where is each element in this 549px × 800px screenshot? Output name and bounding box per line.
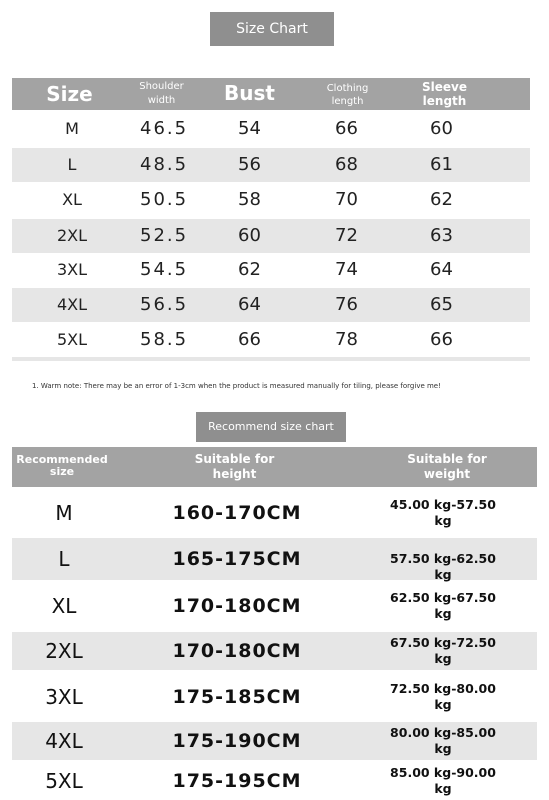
- cell-shoulder-width: 46.5: [140, 118, 189, 139]
- header-weight-line2: weight: [423, 467, 471, 481]
- warm-note: 1. Warm note: There may be an error of 1-3cm when the product is measured manually for tiling, please forgive me!: [32, 382, 441, 390]
- cell-sleeve-length: 60: [430, 118, 453, 139]
- header-shoulder-width: [124, 80, 199, 108]
- cell-suitable-weight: [380, 765, 506, 797]
- cell-sleeve-length: 65: [430, 294, 453, 315]
- weight-line: kg: [434, 513, 452, 528]
- weight-line: kg: [434, 781, 452, 796]
- cell-suitable-height: 175-190CM: [172, 730, 302, 752]
- cell-suitable-weight: [380, 681, 506, 713]
- cell-clothing-length: 70: [335, 189, 358, 210]
- cell-recommended-size: 2XL: [45, 639, 83, 663]
- header-clothing-line2: length: [331, 96, 364, 107]
- cell-shoulder-width: 54.5: [140, 259, 189, 280]
- header-size: Size: [46, 82, 93, 106]
- cell-shoulder-width: 50.5: [140, 189, 189, 210]
- header-bust: Bust: [224, 81, 275, 105]
- weight-line: kg: [434, 651, 452, 666]
- header-suitable-weight: [392, 452, 502, 482]
- size-row: [12, 112, 530, 146]
- cell-size: M: [65, 119, 79, 138]
- cell-suitable-height: 170-180CM: [172, 595, 302, 617]
- cell-suitable-height: 175-195CM: [172, 770, 302, 792]
- weight-line: 72.50 kg-80.00: [390, 681, 496, 696]
- recommend-chart-title: Recommend size chart: [196, 412, 346, 442]
- cell-suitable-height: 165-175CM: [172, 548, 302, 570]
- size-row: [12, 323, 530, 357]
- header-weight-line1: Suitable for: [407, 452, 487, 466]
- cell-bust: 62: [238, 259, 261, 280]
- cell-clothing-length: 78: [335, 329, 358, 350]
- header-recommended-size: [12, 454, 112, 478]
- cell-sleeve-length: 61: [430, 154, 453, 175]
- header-sleeve-line1: Sleeve: [422, 80, 467, 94]
- cell-bust: 60: [238, 225, 261, 246]
- cell-size: 5XL: [56, 330, 88, 349]
- cell-suitable-weight: [380, 635, 506, 667]
- cell-suitable-height: 160-170CM: [172, 502, 302, 524]
- cell-recommended-size: 5XL: [45, 769, 83, 793]
- cell-sleeve-length: 64: [430, 259, 453, 280]
- cell-suitable-weight: [380, 497, 506, 529]
- cell-recommended-size: XL: [51, 594, 77, 618]
- cell-clothing-length: 68: [335, 154, 358, 175]
- size-row: [12, 219, 530, 253]
- header-shoulder-line1: Shoulder: [139, 81, 184, 92]
- cell-suitable-height: 170-180CM: [172, 640, 302, 662]
- recommend-row: [12, 538, 537, 580]
- cell-sleeve-length: 66: [430, 329, 453, 350]
- size-row: [12, 183, 530, 217]
- weight-line: 67.50 kg-72.50: [390, 635, 496, 650]
- cell-sleeve-length: 63: [430, 225, 453, 246]
- cell-suitable-weight: [380, 551, 506, 583]
- cell-sleeve-length: 62: [430, 189, 453, 210]
- header-recommended-line1: Recommended: [16, 453, 108, 466]
- recommend-row: [12, 672, 537, 722]
- header-sleeve-line2: length: [422, 94, 467, 108]
- cell-shoulder-width: 58.5: [140, 329, 189, 350]
- weight-line: 57.50 kg-62.50 kg: [390, 551, 496, 582]
- cell-shoulder-width: 52.5: [140, 225, 189, 246]
- size-row: [12, 288, 530, 322]
- header-suitable-height: [182, 452, 287, 482]
- recommend-row: [12, 632, 537, 670]
- cell-shoulder-width: 56.5: [140, 294, 189, 315]
- cell-bust: 56: [238, 154, 261, 175]
- table-bottom-border: [12, 357, 530, 361]
- cell-bust: 64: [238, 294, 261, 315]
- header-recommended-line2: size: [49, 465, 75, 478]
- header-height-line1: Suitable for: [194, 452, 275, 466]
- size-chart-header: [12, 78, 530, 110]
- size-row: [12, 253, 530, 287]
- cell-size: L: [67, 155, 77, 174]
- header-clothing-length: [310, 82, 385, 108]
- cell-shoulder-width: 48.5: [140, 154, 189, 175]
- cell-size: XL: [62, 190, 82, 209]
- cell-recommended-size: L: [58, 547, 70, 571]
- cell-size: 2XL: [56, 226, 88, 245]
- cell-recommended-size: M: [55, 501, 73, 525]
- cell-clothing-length: 76: [335, 294, 358, 315]
- recommend-row: [12, 490, 537, 536]
- weight-line: kg: [434, 741, 452, 756]
- recommend-chart-header: [12, 447, 537, 487]
- weight-line: kg: [434, 606, 452, 621]
- cell-suitable-weight: [380, 590, 506, 622]
- weight-line: 45.00 kg-57.50: [390, 497, 496, 512]
- size-chart-title: Size Chart: [210, 12, 334, 46]
- cell-size: 3XL: [56, 260, 88, 279]
- header-clothing-line1: Clothing: [326, 83, 369, 94]
- cell-bust: 58: [238, 189, 261, 210]
- weight-line: 80.00 kg-85.00: [390, 725, 496, 740]
- size-row: [12, 148, 530, 182]
- weight-line: kg: [434, 697, 452, 712]
- cell-size: 4XL: [56, 295, 88, 314]
- weight-line: 85.00 kg-90.00: [390, 765, 496, 780]
- cell-clothing-length: 72: [335, 225, 358, 246]
- cell-suitable-weight: [380, 725, 506, 757]
- cell-recommended-size: 4XL: [45, 729, 83, 753]
- cell-bust: 54: [238, 118, 261, 139]
- header-sleeve-length: [407, 80, 482, 108]
- cell-suitable-height: 175-185CM: [172, 686, 302, 708]
- cell-bust: 66: [238, 329, 261, 350]
- cell-recommended-size: 3XL: [45, 685, 83, 709]
- header-shoulder-line2: width: [147, 95, 176, 106]
- cell-clothing-length: 74: [335, 259, 358, 280]
- recommend-row: [12, 722, 537, 760]
- recommend-row: [12, 762, 537, 800]
- cell-clothing-length: 66: [335, 118, 358, 139]
- recommend-row: [12, 582, 537, 630]
- header-height-line2: height: [212, 467, 257, 481]
- weight-line: 62.50 kg-67.50: [390, 590, 496, 605]
